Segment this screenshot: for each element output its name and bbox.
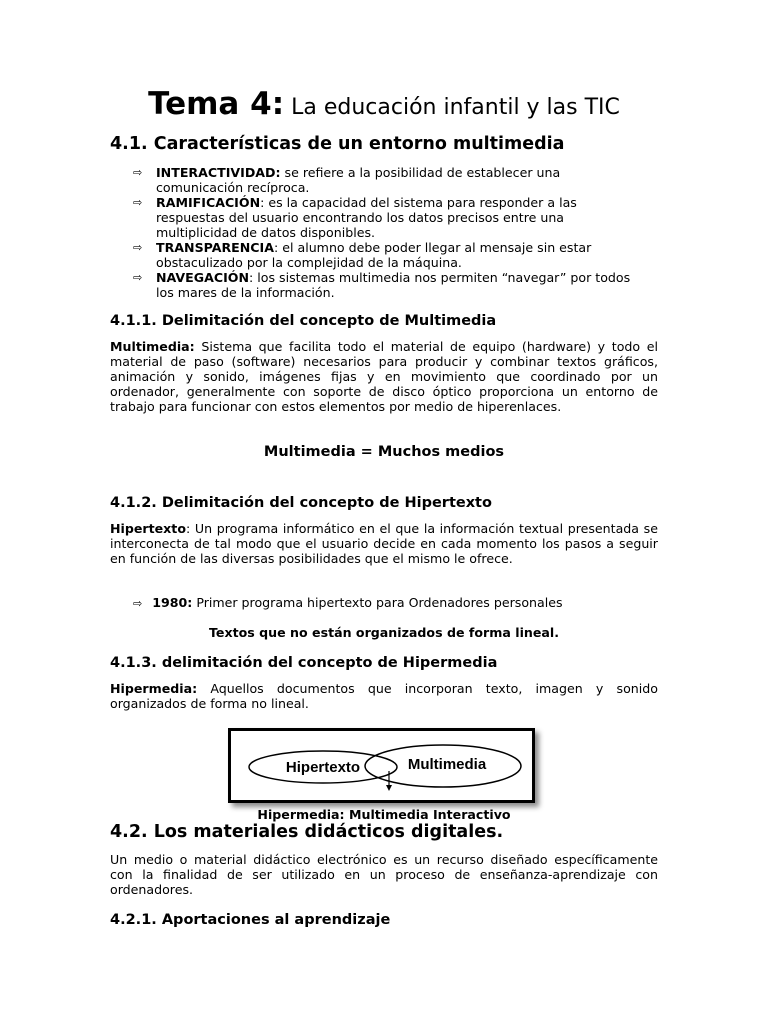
title-rest: La educación infantil y las TIC	[284, 95, 620, 120]
diagram-caption: Hipermedia: Multimedia Interactivo	[257, 807, 511, 822]
heading-4-1-3: 4.1.3. delimitación del concepto de Hipermedia	[110, 655, 498, 671]
materiales-paragraph: Un medio o material didáctico electrónico es un recurso diseñado específicamente con la finalidad de ser utilizado en un proceso de enseñanza-aprendizaje con ordenadores.	[110, 852, 658, 897]
title-bold: Tema 4:	[148, 86, 285, 122]
multimedia-definition	[110, 339, 658, 414]
heading-4-2: 4.2. Los materiales didácticos digitales.	[110, 822, 504, 842]
bullet-term: NAVEGACIÓN	[156, 270, 250, 285]
definition-text: Aquellos documentos que incorporan texto, imagen y sonido organizados de forma no lineal.	[110, 681, 658, 711]
bullet-term: 1980:	[152, 595, 193, 610]
definition-text: Sistema que facilita todo el material de equipo (hardware) y todo el material de paso (software) necesarios para producir y combinar textos gráficos, animación y sonido, imágenes fijas y en movimiento que coordinado por un ordenador, generalmente con soporte de disco óptico proporciona un entorno de trabajo para funcionar con estos elementos por medio de hiperenlaces.	[110, 339, 658, 414]
features-list	[133, 165, 633, 300]
right-arrow-icon: ⇨	[133, 597, 143, 610]
bullet-term: INTERACTIVIDAD:	[156, 165, 281, 180]
list-item	[133, 165, 633, 195]
bullet-text: : es la capacidad del sistema para responder a las respuestas del usuario encontrando los datos precisos entre una multiplicidad de datos disponibles.	[156, 195, 577, 240]
document-title	[0, 86, 768, 122]
heading-4-2-1: 4.2.1. Aportaciones al aprendizaje	[110, 912, 391, 928]
definition-term: Hipermedia:	[110, 681, 198, 696]
multimedia-equation: Multimedia = Muchos medios	[263, 444, 505, 460]
definition-term: Multimedia:	[110, 339, 195, 354]
list-item	[133, 195, 633, 240]
heading-4-1: 4.1. Características de un entorno multimedia	[110, 134, 565, 154]
hipermedia-diagram	[228, 728, 535, 803]
definition-text: : Un programa informático en el que la información textual presentada se interconecta de tal modo que el usuario decide en cada momento los pasos a seguir en función de las diversas posibilidades que el mismo le ofrece.	[110, 521, 658, 566]
hipertexto-emphasis: Textos que no están organizados de forma lineal.	[208, 625, 559, 640]
hipermedia-definition	[110, 681, 658, 711]
right-arrow-icon: ⇨	[133, 196, 143, 209]
bullet-term: RAMIFICACIÓN	[156, 195, 261, 210]
list-item	[133, 240, 633, 270]
bullet-text: : los sistemas multimedia nos permiten “navegar” por todos los mares de la información.	[156, 270, 631, 300]
bullet-text: : el alumno debe poder llegar al mensaje sin estar obstaculizado por la complejidad de la máquina.	[156, 240, 592, 270]
diagram-label-hipertexto: Hipertexto	[285, 759, 361, 776]
diagram-label-multimedia: Multimedia	[407, 756, 487, 773]
right-arrow-icon: ⇨	[133, 241, 143, 254]
list-item	[133, 270, 633, 300]
right-arrow-icon: ⇨	[133, 271, 143, 284]
list-item-1980	[133, 595, 563, 610]
heading-4-1-2: 4.1.2. Delimitación del concepto de Hipertexto	[110, 495, 492, 511]
diagram-canvas	[231, 731, 532, 800]
hipertexto-definition	[110, 521, 658, 566]
bullet-text: Primer programa hipertexto para Ordenadores personales	[192, 595, 563, 610]
right-arrow-icon: ⇨	[133, 166, 143, 179]
arrow-head-icon	[386, 785, 392, 791]
bullet-term: TRANSPARENCIA	[156, 240, 274, 255]
heading-4-1-1: 4.1.1. Delimitación del concepto de Multimedia	[110, 313, 497, 329]
bullet-text: se refiere a la posibilidad de establecer una comunicación recíproca.	[156, 165, 561, 195]
definition-term: Hipertexto	[110, 521, 186, 536]
